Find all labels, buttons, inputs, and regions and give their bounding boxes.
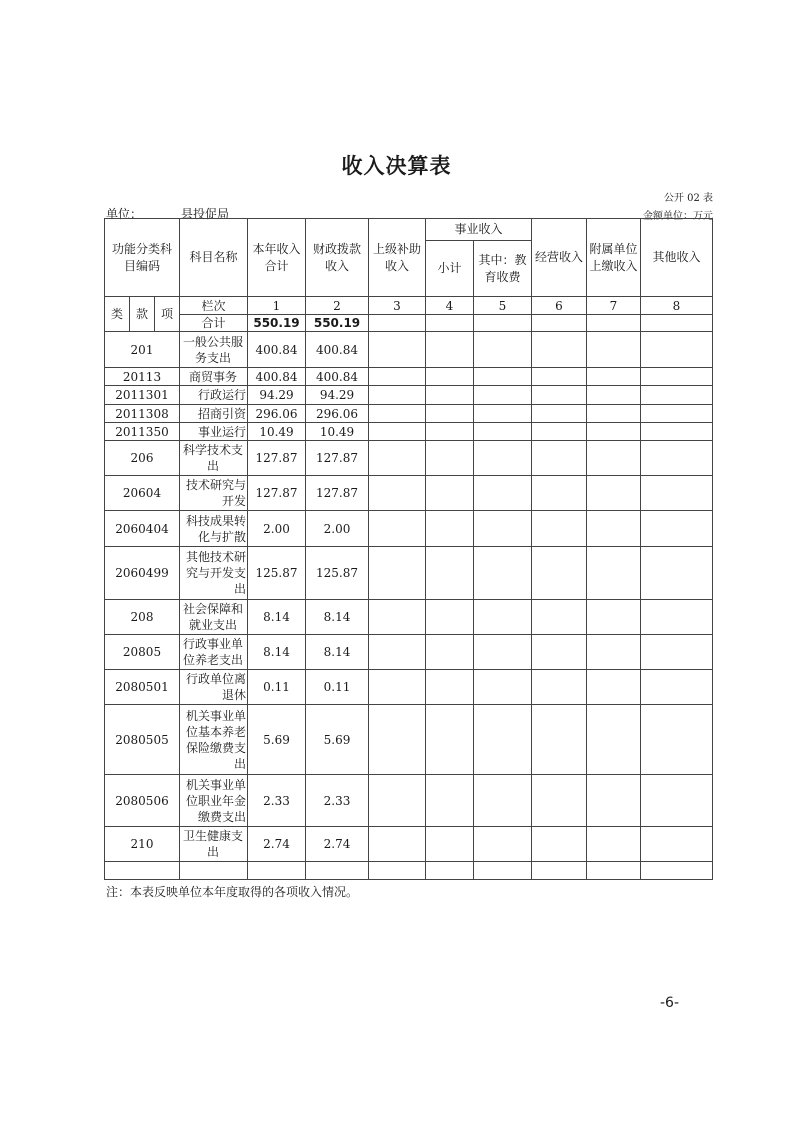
row-fiscal: 2.00 — [306, 511, 369, 547]
empty-cell — [587, 441, 641, 476]
row-subject-name: 卫生健康支出 — [180, 827, 248, 862]
col-no-5: 5 — [474, 297, 532, 315]
empty-cell — [587, 386, 641, 405]
row-fiscal: 5.69 — [306, 705, 369, 775]
empty-cell — [474, 827, 532, 862]
empty-cell — [532, 827, 587, 862]
total-label: 合计 — [180, 315, 248, 332]
row-fiscal: 8.14 — [306, 600, 369, 635]
row-fiscal: 127.87 — [306, 476, 369, 511]
table-row — [105, 386, 713, 405]
row-total: 127.87 — [248, 441, 306, 476]
empty-cell — [532, 441, 587, 476]
row-code: 2080506 — [105, 775, 180, 827]
empty-cell — [426, 827, 474, 862]
footnote: 注：本表反映单位本年度取得的各项收入情况。 — [106, 885, 359, 899]
empty-cell — [474, 441, 532, 476]
row-code: 2080505 — [105, 705, 180, 775]
empty-cell — [587, 405, 641, 423]
header-edu: 其中：教育收费 — [474, 241, 532, 297]
empty-cell — [532, 511, 587, 547]
row-code: 2060404 — [105, 511, 180, 547]
header-other: 其他收入 — [641, 219, 713, 297]
empty-cell — [532, 368, 587, 386]
row-fiscal: 8.14 — [306, 635, 369, 670]
table-row — [105, 511, 713, 547]
empty-cell — [641, 476, 713, 511]
empty-cell — [426, 775, 474, 827]
row-fiscal: 127.87 — [306, 441, 369, 476]
empty-cell — [532, 547, 587, 600]
header-column-no: 栏次 — [180, 297, 248, 315]
empty-cell — [426, 368, 474, 386]
empty-cell — [641, 332, 713, 368]
row-total: 5.69 — [248, 705, 306, 775]
empty-cell — [641, 827, 713, 862]
col-no-3: 3 — [369, 297, 426, 315]
row-subject-name: 事业运行 — [180, 423, 248, 441]
empty-cell — [369, 368, 426, 386]
empty-cell — [641, 511, 713, 547]
row-code: 206 — [105, 441, 180, 476]
header-subtotal: 小计 — [426, 241, 474, 297]
empty-cell — [532, 635, 587, 670]
unit-label: 单位： — [106, 207, 143, 221]
row-subject-name: 行政运行 — [180, 386, 248, 405]
empty-cell — [641, 547, 713, 600]
row-total: 8.14 — [248, 600, 306, 635]
empty-cell — [369, 635, 426, 670]
empty-cell — [426, 670, 474, 705]
empty-cell — [641, 423, 713, 441]
col-no-8: 8 — [641, 297, 713, 315]
page-number: -6- — [660, 995, 680, 1011]
row-fiscal: 2.33 — [306, 775, 369, 827]
empty-cell — [587, 423, 641, 441]
empty-cell — [587, 476, 641, 511]
income-table — [104, 218, 713, 880]
empty-cell — [369, 670, 426, 705]
empty-cell — [587, 827, 641, 862]
row-subject-name: 招商引资 — [180, 405, 248, 423]
row-fiscal: 94.29 — [306, 386, 369, 405]
row-code: 201 — [105, 332, 180, 368]
row-code: 2080501 — [105, 670, 180, 705]
empty-cell — [532, 405, 587, 423]
col-no-2: 2 — [306, 297, 369, 315]
empty-cell — [369, 332, 426, 368]
row-total: 400.84 — [248, 368, 306, 386]
empty-cell — [426, 511, 474, 547]
empty-cell — [369, 441, 426, 476]
row-total: 2.00 — [248, 511, 306, 547]
row-code: 2011301 — [105, 386, 180, 405]
empty-cell — [641, 405, 713, 423]
table-row — [105, 332, 713, 368]
row-fiscal: 2.74 — [306, 827, 369, 862]
header-superior: 上级补助收入 — [369, 219, 426, 297]
row-fiscal: 0.11 — [306, 670, 369, 705]
header-operating: 经营收入 — [532, 219, 587, 297]
row-total: 400.84 — [248, 332, 306, 368]
row-code: 2011350 — [105, 423, 180, 441]
header-lei: 类 — [105, 297, 130, 332]
row-subject-name: 行政事业单位养老支出 — [180, 635, 248, 670]
empty-cell — [369, 600, 426, 635]
empty-cell — [369, 547, 426, 600]
row-subject-name: 行政单位离退休 — [180, 670, 248, 705]
empty-cell — [369, 511, 426, 547]
row-total: 296.06 — [248, 405, 306, 423]
row-subject-name: 商贸事务 — [180, 368, 248, 386]
row-total: 2.33 — [248, 775, 306, 827]
empty-cell — [532, 476, 587, 511]
row-fiscal: 10.49 — [306, 423, 369, 441]
empty-cell — [587, 547, 641, 600]
header-total: 本年收入合计 — [248, 219, 306, 297]
empty-cell — [641, 635, 713, 670]
empty-cell — [641, 368, 713, 386]
empty-cell — [426, 600, 474, 635]
row-total: 127.87 — [248, 476, 306, 511]
row-fiscal: 400.84 — [306, 368, 369, 386]
row-code: 20113 — [105, 368, 180, 386]
row-fiscal: 125.87 — [306, 547, 369, 600]
empty-cell — [641, 670, 713, 705]
empty-cell — [369, 476, 426, 511]
empty-cell — [532, 423, 587, 441]
empty-cell — [532, 600, 587, 635]
row-subject-name: 科学技术支出 — [180, 441, 248, 476]
row-fiscal: 296.06 — [306, 405, 369, 423]
empty-cell — [426, 635, 474, 670]
row-subject-name: 社会保障和就业支出 — [180, 600, 248, 635]
table-row — [105, 775, 713, 827]
table-row — [105, 441, 713, 476]
unit-value: 县投促局 — [181, 207, 230, 221]
empty-cell — [426, 405, 474, 423]
empty-cell — [474, 705, 532, 775]
row-subject-name: 其他技术研究与开发支出 — [180, 547, 248, 600]
col-no-7: 7 — [587, 297, 641, 315]
empty-cell — [587, 368, 641, 386]
money-unit: 金额单位：万元 — [643, 211, 713, 222]
empty-cell — [532, 670, 587, 705]
header-kuan: 款 — [130, 297, 155, 332]
row-code: 20604 — [105, 476, 180, 511]
empty-cell — [641, 386, 713, 405]
empty-cell — [474, 511, 532, 547]
table-row — [105, 476, 713, 511]
table-row — [105, 635, 713, 670]
empty-cell — [587, 670, 641, 705]
table-number: 公开 02 表 — [663, 193, 713, 204]
empty-cell — [641, 775, 713, 827]
row-total: 2.74 — [248, 827, 306, 862]
table-row — [105, 600, 713, 635]
col-no-1: 1 — [248, 297, 306, 315]
header-xiang: 项 — [155, 297, 180, 332]
empty-cell — [474, 423, 532, 441]
total-fiscal: 550.19 — [306, 315, 369, 332]
empty-cell — [426, 386, 474, 405]
empty-cell — [587, 705, 641, 775]
empty-row — [105, 862, 713, 880]
empty-cell — [474, 775, 532, 827]
empty-cell — [426, 441, 474, 476]
empty-cell — [369, 386, 426, 405]
empty-cell — [369, 775, 426, 827]
row-subject-name: 科技成果转化与扩散 — [180, 511, 248, 547]
row-total: 8.14 — [248, 635, 306, 670]
row-total: 0.11 — [248, 670, 306, 705]
empty-cell — [474, 547, 532, 600]
header-affiliated: 附属单位上缴收入 — [587, 219, 641, 297]
empty-cell — [369, 827, 426, 862]
row-total: 94.29 — [248, 386, 306, 405]
row-total: 125.87 — [248, 547, 306, 600]
total-amount: 550.19 — [248, 315, 306, 332]
empty-cell — [474, 405, 532, 423]
row-code: 20805 — [105, 635, 180, 670]
empty-cell — [426, 705, 474, 775]
table-row — [105, 368, 713, 386]
empty-cell — [474, 386, 532, 405]
table-row — [105, 827, 713, 862]
empty-cell — [641, 441, 713, 476]
total-row — [105, 315, 713, 332]
empty-cell — [532, 775, 587, 827]
row-subject-name: 一般公共服务支出 — [180, 332, 248, 368]
table-row — [105, 670, 713, 705]
col-no-6: 6 — [532, 297, 587, 315]
empty-cell — [587, 775, 641, 827]
empty-cell — [426, 547, 474, 600]
table-row — [105, 405, 713, 423]
row-subject-name: 技术研究与开发 — [180, 476, 248, 511]
header-subject-name: 科目名称 — [180, 219, 248, 297]
empty-cell — [587, 600, 641, 635]
empty-cell — [369, 405, 426, 423]
row-code: 2011308 — [105, 405, 180, 423]
empty-cell — [532, 332, 587, 368]
empty-cell — [426, 476, 474, 511]
empty-cell — [474, 635, 532, 670]
empty-cell — [532, 386, 587, 405]
empty-cell — [474, 476, 532, 511]
empty-cell — [587, 511, 641, 547]
row-code: 210 — [105, 827, 180, 862]
empty-cell — [532, 705, 587, 775]
row-code: 208 — [105, 600, 180, 635]
empty-cell — [587, 635, 641, 670]
row-total: 10.49 — [248, 423, 306, 441]
header-func-code: 功能分类科目编码 — [105, 219, 180, 297]
table-row — [105, 423, 713, 441]
empty-cell — [587, 332, 641, 368]
row-code: 2060499 — [105, 547, 180, 600]
empty-cell — [474, 368, 532, 386]
header-business: 事业收入 — [426, 219, 532, 241]
table-row — [105, 705, 713, 775]
empty-cell — [641, 705, 713, 775]
row-fiscal: 400.84 — [306, 332, 369, 368]
empty-cell — [369, 423, 426, 441]
empty-cell — [474, 600, 532, 635]
empty-cell — [474, 670, 532, 705]
empty-cell — [426, 332, 474, 368]
row-subject-name: 机关事业单位职业年金缴费支出 — [180, 775, 248, 827]
row-subject-name: 机关事业单位基本养老保险缴费支出 — [180, 705, 248, 775]
table-row — [105, 547, 713, 600]
empty-cell — [641, 600, 713, 635]
empty-cell — [369, 705, 426, 775]
page-title: 收入决算表 — [341, 154, 452, 178]
col-no-4: 4 — [426, 297, 474, 315]
header-fiscal: 财政拨款收入 — [306, 219, 369, 297]
empty-cell — [426, 423, 474, 441]
empty-cell — [474, 332, 532, 368]
